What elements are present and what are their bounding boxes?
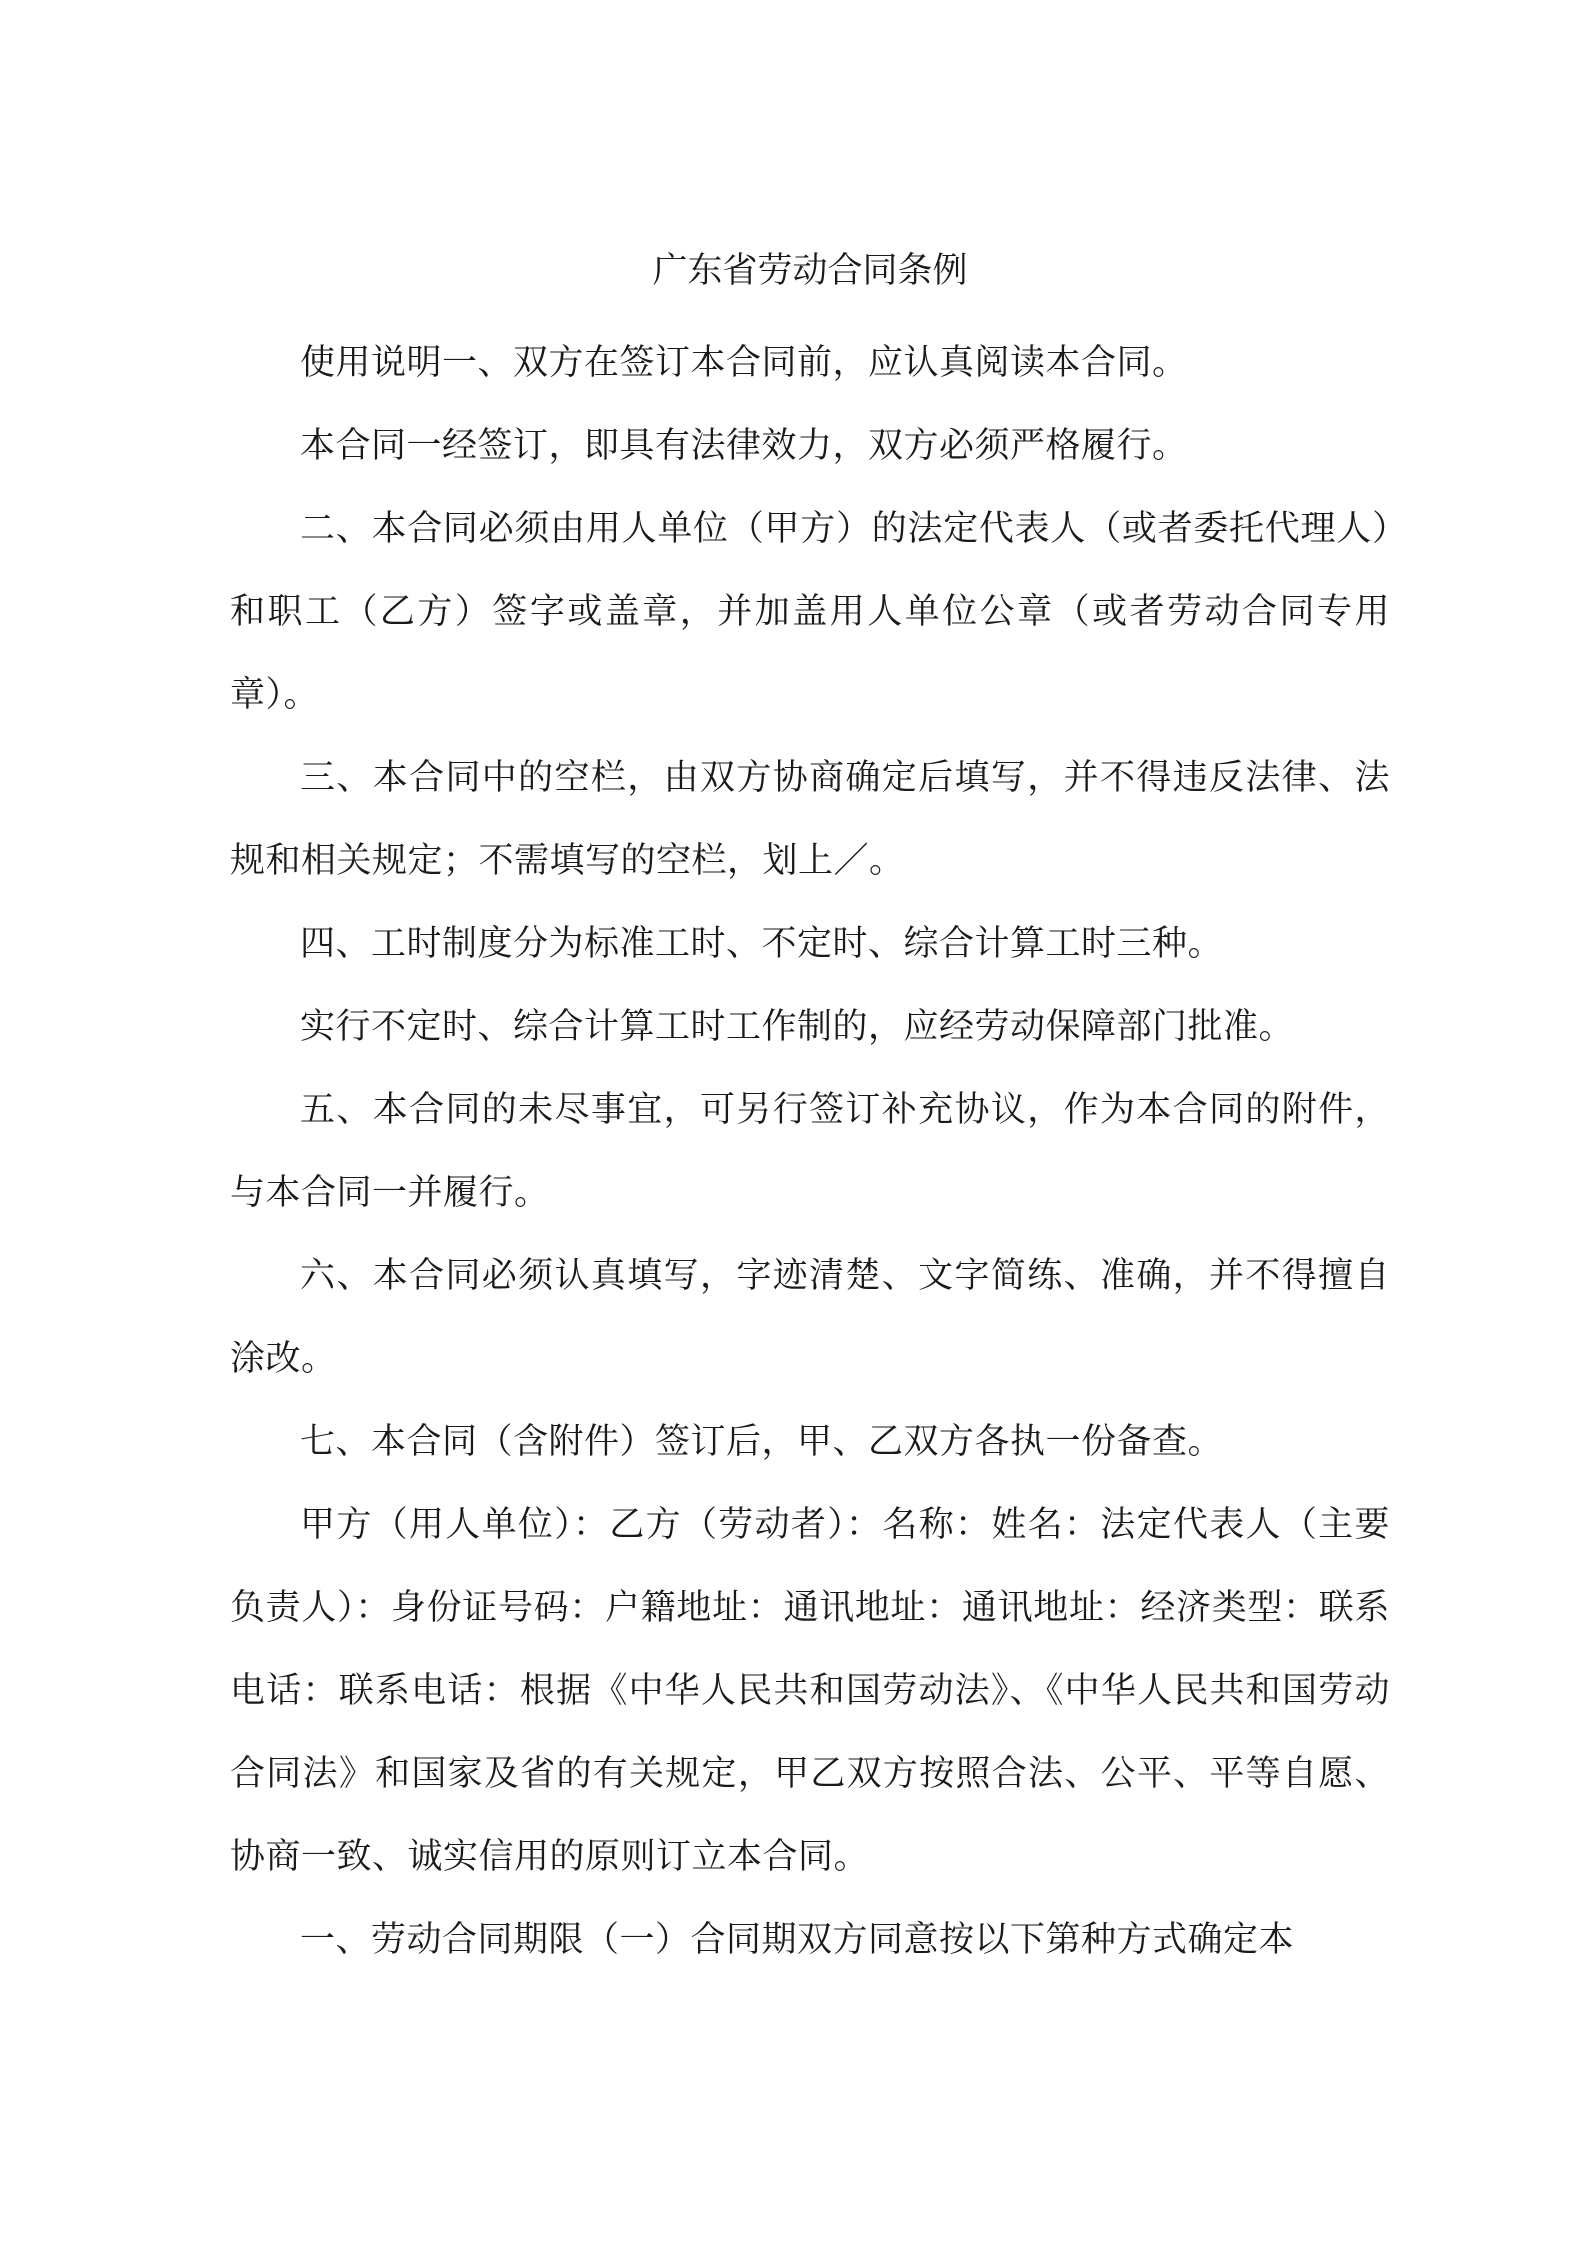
- paragraph-approval: 实行不定时、综合计算工时工作制的，应经劳动保障部门批准。: [300, 1007, 1295, 1047]
- paragraph-supplement: 五、本合同的未尽事宜，可另行签订补充协议，作为本合同的附件，与本合同一并履行。: [230, 1090, 1390, 1213]
- paragraph-signature-rule: 二、本合同必须由用人单位（甲方）的法定代表人（或者委托代理人）和职工（乙方）签字或盖章，并加盖用人单位公章（或者劳动合同专用章）。: [230, 509, 1390, 715]
- paragraph-filling-rule: 六、本合同必须认真填写，字迹清楚、文字简练、准确，并不得擅自涂改。: [230, 1256, 1390, 1379]
- paragraph-blank-fields: 三、本合同中的空栏，由双方协商确定后填写，并不得违反法律、法规和相关规定；不需填写的空栏，划上／。: [230, 758, 1390, 881]
- paragraph-copies: 七、本合同（含附件）签订后，甲、乙双方各执一份备查。: [300, 1422, 1224, 1462]
- paragraph-legal-effect: 本合同一经签订，即具有法律效力，双方必须严格履行。: [300, 426, 1188, 466]
- paragraph-parties: 甲方（用人单位）：乙方（劳动者）：名称：姓名：法定代表人（主要负责人）：身份证号码：户籍地址：通讯地址：通讯地址：经济类型：联系电话：联系电话：根据《中华人民共和国劳动法》、《中华人民共和国劳动合同法》和国家及省的有关规定，甲乙双方按照合法、公平、平等自愿、协商一致、诚实信用的原则订立本合同。: [230, 1505, 1390, 1877]
- paragraph-contract-term: 一、劳动合同期限（一）合同期双方同意按以下第种方式确定本: [300, 1920, 1295, 1960]
- document-title: 广东省劳动合同条例: [652, 251, 968, 291]
- document-body: [230, 240, 1390, 1982]
- paragraph-usage-intro: 使用说明一、双方在签订本合同前，应认真阅读本合同。: [300, 343, 1188, 383]
- paragraph-working-hours: 四、工时制度分为标准工时、不定时、综合计算工时三种。: [300, 924, 1224, 964]
